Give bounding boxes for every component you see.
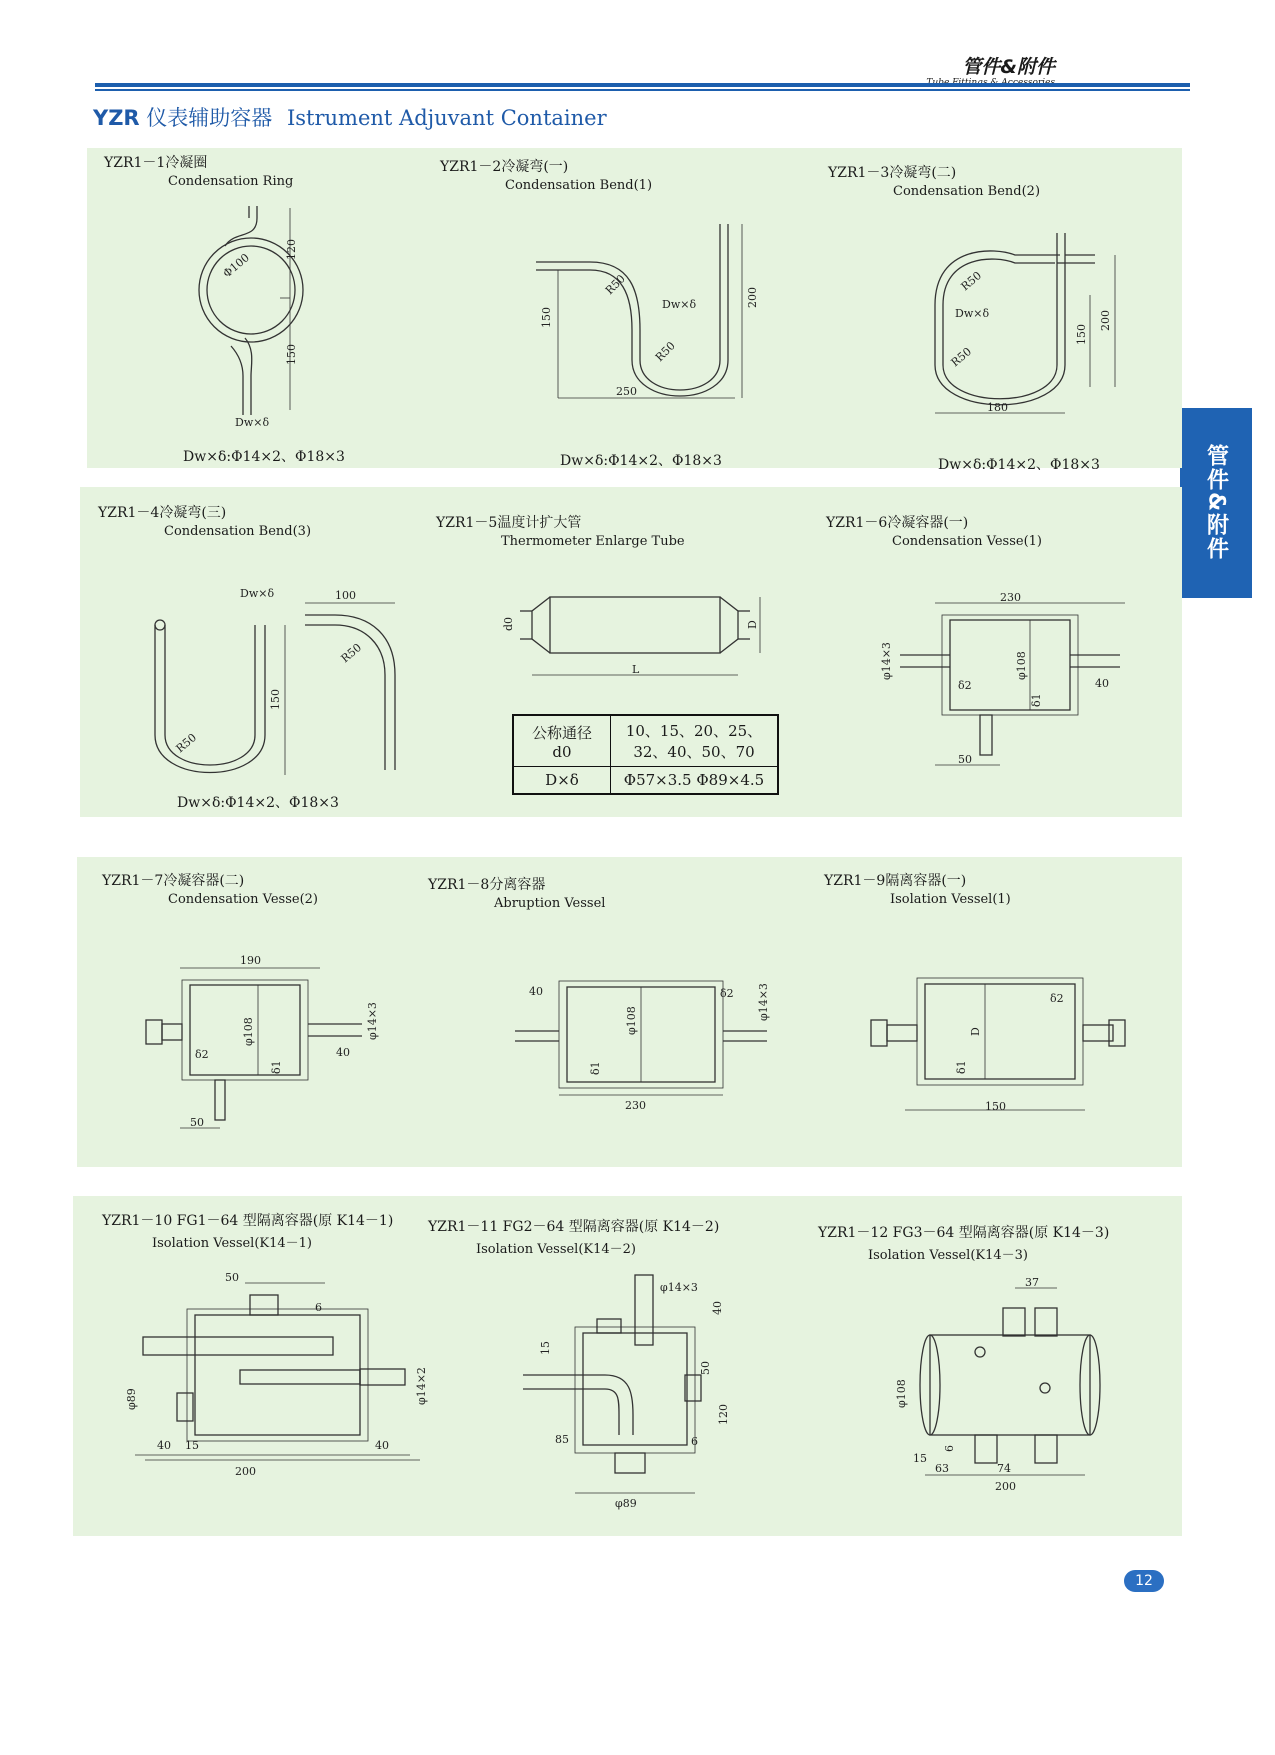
- table-cell: Φ57×3.5 Φ89×4.5: [611, 767, 779, 795]
- condensation-vessel-1-drawing: [870, 591, 1120, 775]
- item-yzr1-5: [436, 512, 685, 549]
- dim-delta2: δ2: [720, 987, 734, 1000]
- item-yzr1-11: [428, 1216, 719, 1257]
- item-code: YZR1－10 FG1－64 型隔离容器(原 K14－1): [102, 1213, 394, 1229]
- dim-delta1: δ1: [955, 1060, 968, 1074]
- dim-D: D: [746, 620, 759, 629]
- item-code: YZR1－4冷凝弯(三): [98, 505, 227, 521]
- item-code: YZR1－2冷凝弯(一): [440, 159, 569, 175]
- item-name: Condensation Vesse(2): [168, 892, 319, 907]
- item-name: Isolation Vessel(K14－3): [868, 1248, 1029, 1263]
- dim-40: 40: [336, 1046, 350, 1059]
- dim-r50-b: R50: [173, 731, 199, 756]
- item-yzr1-8: [428, 874, 605, 911]
- dim-delta1: δ1: [589, 1061, 602, 1075]
- item-name: Isolation Vessel(K14－2): [476, 1242, 637, 1257]
- dim-phi108: φ108: [625, 1006, 638, 1035]
- top-rule-thin: [95, 89, 1190, 91]
- item-name: Condensation Ring: [168, 174, 294, 189]
- dim-phi14x3: φ14×3: [366, 1002, 379, 1040]
- dim-phi89: φ89: [125, 1388, 138, 1410]
- dim-phi14x3: φ14×3: [757, 983, 770, 1021]
- dim-15: 15: [185, 1439, 199, 1452]
- item-code: YZR1－11 FG2－64 型隔离容器(原 K14－2): [428, 1219, 720, 1235]
- condensation-bend-1-drawing: [530, 220, 770, 420]
- dim-150: 150: [985, 1100, 1006, 1113]
- dim-230: 230: [1000, 591, 1021, 604]
- dim-L: L: [632, 663, 640, 676]
- item-name: Thermometer Enlarge Tube: [501, 534, 685, 549]
- item-spec: Dw×δ:Φ14×2、Φ18×3: [938, 457, 1100, 473]
- dim-delta1: δ1: [270, 1060, 283, 1074]
- dim-50: 50: [190, 1116, 204, 1129]
- dim-85: 85: [555, 1433, 569, 1446]
- dim-120: 120: [717, 1404, 730, 1425]
- thermometer-tube-drawing: [502, 575, 790, 695]
- page-title: [93, 102, 607, 132]
- item-name: Isolation Vessel(1): [890, 892, 1011, 907]
- dim-150: 150: [540, 307, 553, 328]
- isolation-vessel-1-drawing: [865, 970, 1125, 1140]
- table-row: [513, 715, 778, 767]
- dim-phi89: φ89: [615, 1497, 637, 1510]
- condensation-ring-drawing: [195, 200, 335, 435]
- dim-200: 200: [235, 1465, 256, 1478]
- dim-delta2: δ2: [195, 1048, 209, 1061]
- item-yzr1-6: [826, 512, 1042, 549]
- top-rule: [95, 83, 1190, 87]
- table-cell: 公称通径 d0: [513, 715, 611, 767]
- dim-200: 200: [995, 1480, 1016, 1493]
- dim-40: 40: [711, 1301, 724, 1315]
- dim-40-a: 40: [157, 1439, 171, 1452]
- isolation-vessel-k14-1-drawing: [125, 1271, 428, 1478]
- dim-150: 150: [269, 689, 282, 710]
- dim-dw: Dw×δ: [240, 587, 275, 600]
- page-title-zh: 仪表辅助容器: [146, 106, 273, 130]
- item-name: Condensation Bend(1): [505, 178, 653, 193]
- dim-50: 50: [958, 753, 972, 766]
- item-code: YZR1－12 FG3－64 型隔离容器(原 K14－3): [818, 1225, 1110, 1241]
- isolation-vessel-k14-3-drawing: [885, 1276, 1135, 1493]
- item-yzr1-10: [102, 1210, 393, 1251]
- item-spec: Dw×δ:Φ14×2、Φ18×3: [560, 453, 722, 469]
- item-yzr1-7: [102, 870, 318, 907]
- dim-phi108: φ108: [1015, 651, 1028, 680]
- dim-100: 100: [335, 589, 356, 602]
- item-code: YZR1－8分离容器: [428, 877, 546, 893]
- dim-phi14x3: φ14×3: [660, 1281, 698, 1294]
- item-spec: Dw×δ:Φ14×2、Φ18×3: [183, 449, 345, 465]
- dim-phi108: φ108: [895, 1379, 908, 1408]
- dim-6: 6: [315, 1301, 322, 1314]
- item-name: Abruption Vessel: [494, 896, 606, 911]
- dim-150: 150: [285, 344, 298, 365]
- dim-200: 200: [1099, 310, 1112, 331]
- dim-phi100: Φ100: [220, 251, 252, 281]
- dim-200: 200: [746, 287, 759, 308]
- dim-6: 6: [691, 1435, 698, 1448]
- dim-63: 63: [935, 1462, 949, 1475]
- item-code: YZR1－9隔离容器(一): [824, 873, 967, 889]
- item-code: YZR1－7冷凝容器(二): [102, 873, 245, 889]
- dim-120: 120: [285, 239, 298, 260]
- dim-50: 50: [699, 1361, 712, 1375]
- dim-delta2: δ2: [958, 679, 972, 692]
- item-code: YZR1－3冷凝弯(二): [828, 165, 957, 181]
- item-name: Condensation Bend(2): [893, 184, 1041, 199]
- dim-r50-b: R50: [948, 345, 974, 370]
- dim-phi14x2: φ14×2: [415, 1367, 428, 1405]
- item-yzr1-9: [824, 870, 1011, 907]
- item-yzr1-1: [104, 152, 293, 189]
- dim-dw: Dw×δ: [235, 416, 270, 429]
- dim-phi14x3: φ14×3: [880, 642, 893, 680]
- condensation-vessel-2-drawing: [140, 950, 380, 1130]
- item-code: YZR1－5温度计扩大管: [436, 515, 582, 531]
- dim-40: 40: [529, 985, 543, 998]
- item-name: Condensation Vesse(1): [892, 534, 1043, 549]
- dim-delta2: δ2: [1050, 992, 1064, 1005]
- dim-r50-a: R50: [958, 269, 984, 294]
- dim-40-b: 40: [375, 1439, 389, 1452]
- dim-delta1: δ1: [1030, 693, 1043, 707]
- dim-50: 50: [225, 1271, 239, 1284]
- item-yzr1-2: [440, 156, 652, 193]
- item-code: YZR1－6冷凝容器(一): [826, 515, 969, 531]
- isolation-vessel-k14-2-drawing: [515, 1275, 755, 1515]
- dim-r50-a: R50: [338, 641, 364, 666]
- spec-table: [512, 714, 779, 795]
- dim-d0: d0: [502, 616, 515, 631]
- item-name: Isolation Vessel(K14－1): [152, 1236, 313, 1251]
- dim-40: 40: [1095, 677, 1109, 690]
- side-tab: 管件&附件: [1180, 408, 1252, 598]
- item-yzr1-12: [818, 1222, 1109, 1263]
- table-cell: 10、15、20、25、32、40、50、70: [611, 715, 779, 767]
- page-number: 12: [1124, 1570, 1164, 1592]
- condensation-bend-3-drawing: [145, 585, 425, 785]
- dim-190: 190: [240, 954, 261, 967]
- dim-D: D: [969, 1027, 982, 1036]
- page-title-en: Istrument Adjuvant Container: [286, 106, 607, 130]
- dim-6: 6: [943, 1445, 956, 1452]
- item-name: Condensation Bend(3): [164, 524, 312, 539]
- item-code: YZR1－1冷凝圈: [104, 155, 208, 171]
- header-title: 管件&附件: [962, 56, 1055, 78]
- dim-r50-b: R50: [652, 339, 678, 365]
- dim-150: 150: [1075, 324, 1088, 345]
- dim-180: 180: [987, 401, 1008, 414]
- item-yzr1-3: [828, 162, 1040, 199]
- dim-15: 15: [913, 1452, 927, 1465]
- item-spec: Dw×δ:Φ14×2、Φ18×3: [177, 795, 339, 811]
- item-yzr1-4: [98, 502, 311, 539]
- dim-r50-a: R50: [602, 272, 628, 298]
- page-title-code: YZR: [93, 106, 140, 130]
- dim-250: 250: [616, 385, 637, 398]
- dim-15: 15: [539, 1341, 552, 1355]
- dim-dw: Dw×δ: [662, 298, 697, 311]
- dim-74: 74: [997, 1462, 1011, 1475]
- table-cell: D×δ: [513, 767, 611, 795]
- dim-dw: Dw×δ: [955, 307, 990, 320]
- condensation-bend-2-drawing: [925, 225, 1112, 420]
- abruption-vessel-drawing: [515, 975, 775, 1115]
- dim-230: 230: [625, 1099, 646, 1112]
- table-row: [513, 767, 778, 795]
- dim-phi108: φ108: [242, 1017, 255, 1046]
- dim-37: 37: [1025, 1276, 1039, 1289]
